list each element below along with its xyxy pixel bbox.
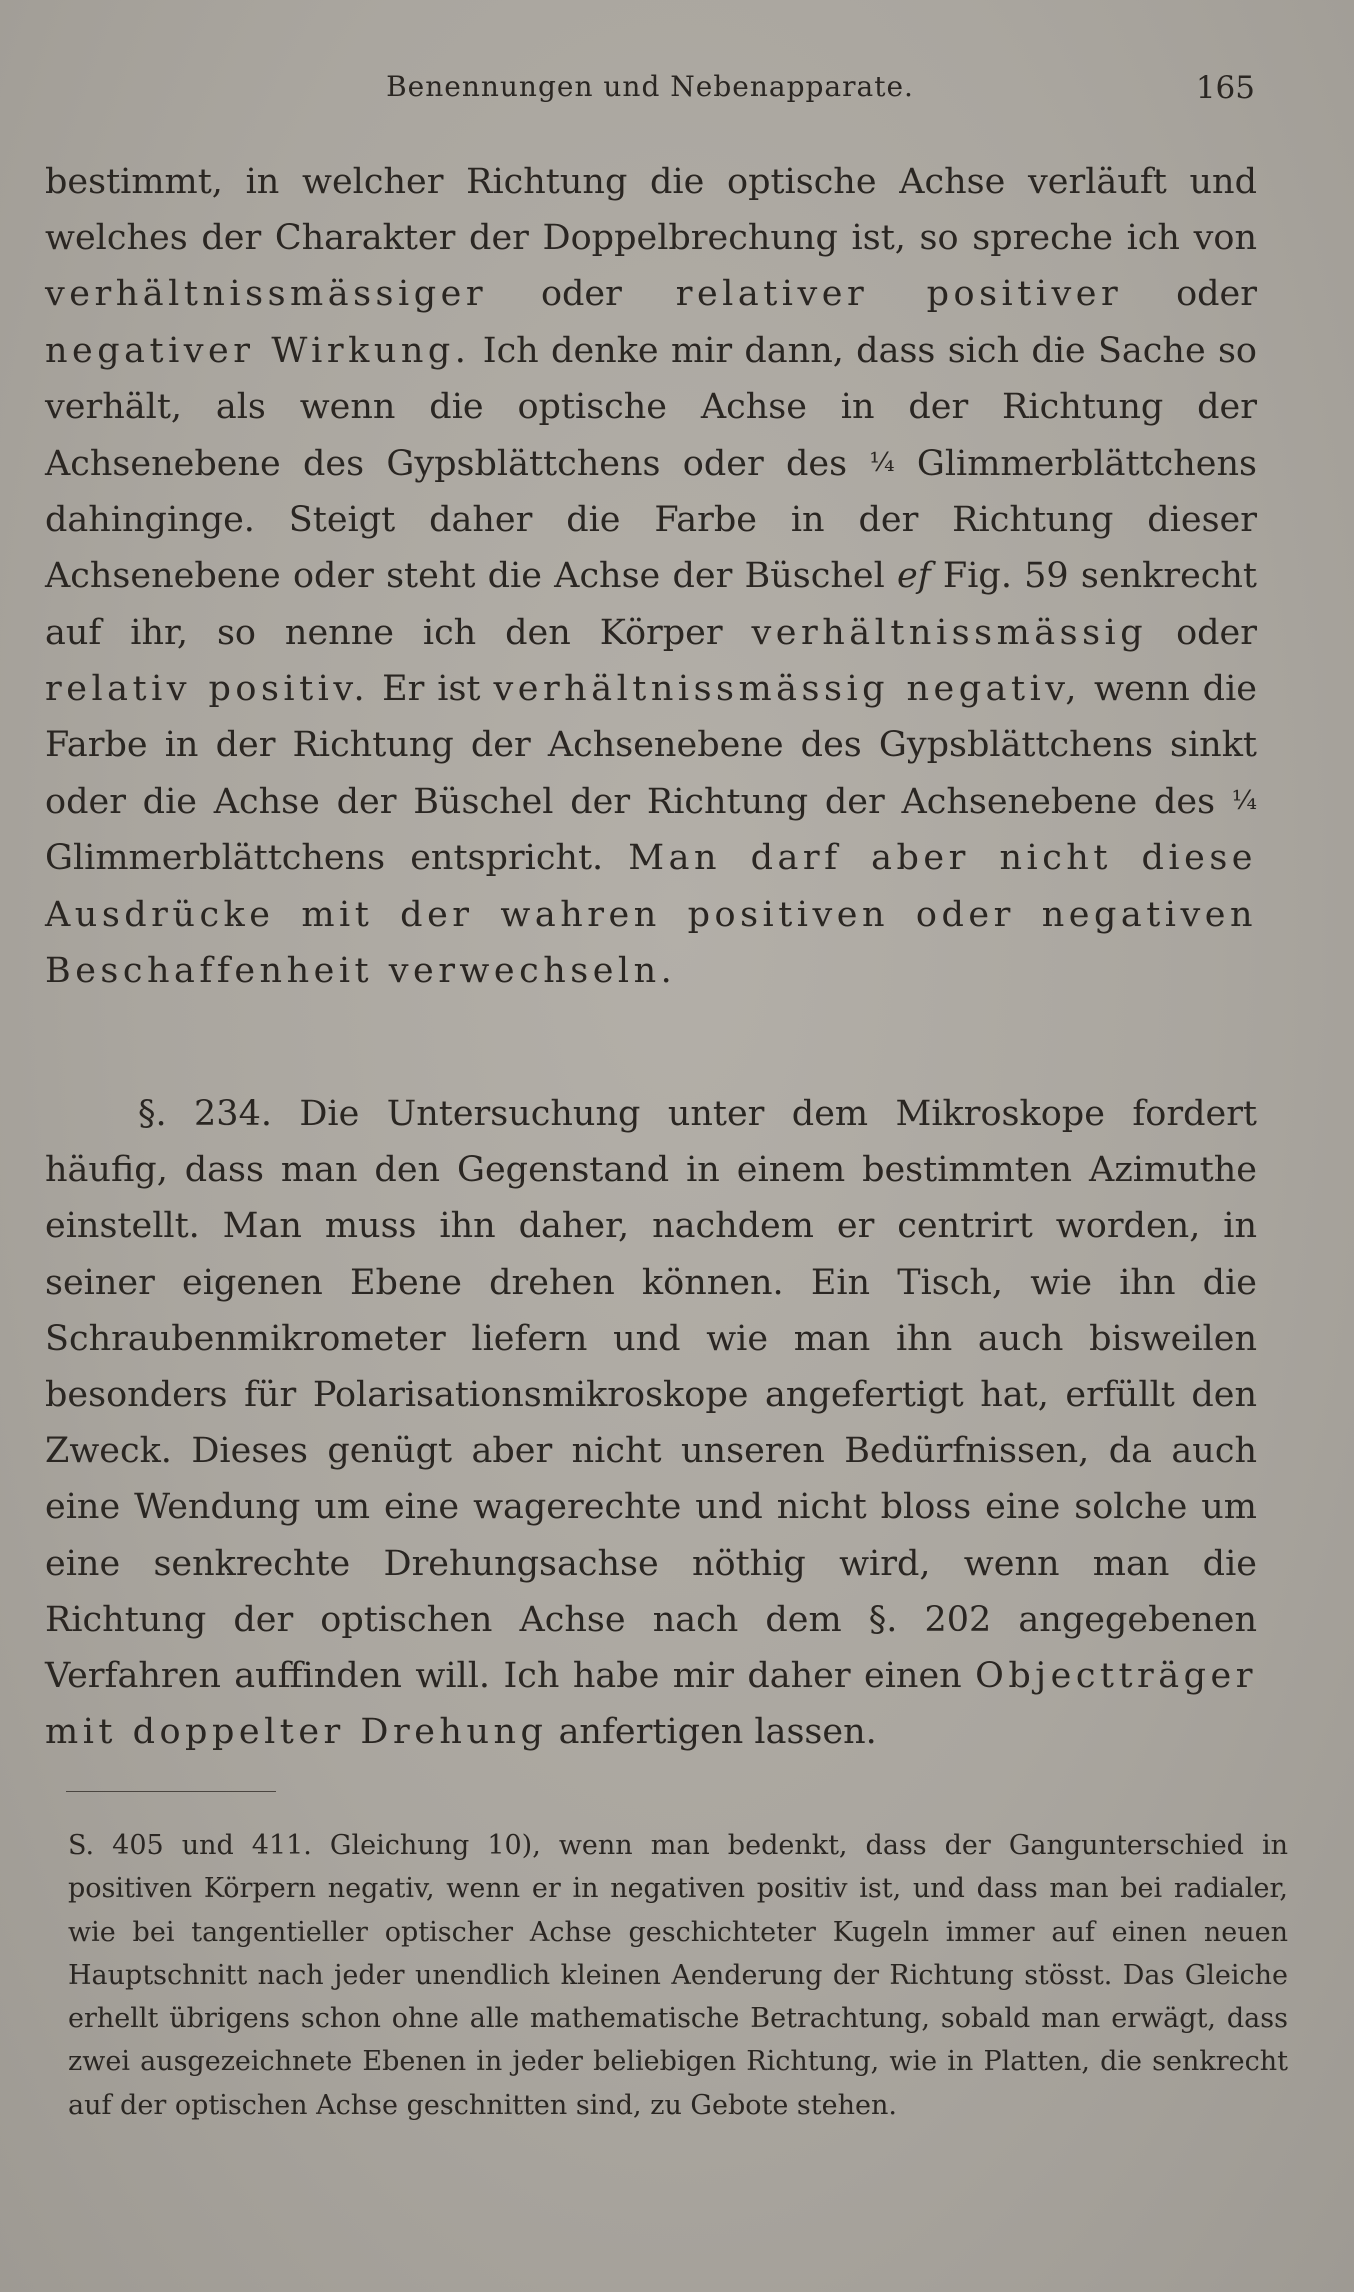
spaced-term: negativer Wirkung. (45, 330, 471, 371)
text-run: bestimmt, in welcher Richtung die optische Achse verläuft und welches der Charakter der Doppelbrechung ist, so spreche ich von (45, 162, 1257, 259)
fraction-quarter: ¼ (1231, 786, 1257, 817)
page-number: 165 (1195, 70, 1255, 106)
running-head: Benennungen und Nebenapparate. (386, 70, 914, 103)
text-run: anfertigen lassen. (547, 1712, 877, 1753)
text-run: Glimmerblättchens dahingingе. Steigt daher die Farbe in der Richtung dieser Achsenebene oder steht die Achse der Büschel (45, 444, 1258, 597)
text-run: Er ist (369, 668, 494, 709)
text-run: Fig. 59 senkrecht auf ihr, so nenne ich den Körper (45, 556, 1257, 653)
spaced-term: verhältnissmässig (751, 612, 1148, 653)
page-header (45, 70, 1255, 110)
spaced-term: verhältnissmässig negativ, (493, 668, 1082, 709)
text-run: wenn die Farbe in der Richtung der Achsenebene des Gypsblättchens sinkt oder die Achse der Büschel der Richtung der Achsenebene des (45, 668, 1257, 823)
paragraph-section-234 (45, 1086, 1257, 1760)
spaced-term: Objectträger mit doppelter Drehung (45, 1656, 1257, 1753)
spaced-term: relativ positiv. (45, 668, 370, 709)
text-run: oder (487, 274, 676, 315)
spaced-term: Man darf aber nicht diese Ausdrücke mit der wahren positiven oder negativen Beschaffenheit verwechseln. (45, 838, 1257, 991)
spaced-term: verhältnissmässiger (45, 274, 488, 315)
text-run: Ich denke mir dann, dass sich die Sache so verhält, als wenn die optische Achse in der Richtung der Achsenebene des Gypsblättchens oder des (45, 330, 1258, 485)
footnote: S. 405 und 411. Gleichung 10), wenn man bedenkt, dass der Gangunterschied in positiven Körpern negativ, wenn er in negativen positiv ist, und dass man bei radialer, wie bei tangentieller optischer Achse geschichteter Kugeln immer auf einen neuen Hauptschnitt nach jeder unendlich kleinen Aenderung der Richtung stösst. Das Gleiche erhellt übrigens schon ohne alle mathematische Betrachtung, sobald man erwägt, dass zwei ausgezeichnete Ebenen in jeder beliebigen Richtung, wie in Platten, die senkrecht auf der optischen Achse geschnitten sind, zu Gebote stehen. (68, 1830, 1288, 2121)
spaced-term: relativer positiver (675, 274, 1123, 315)
text-run: Glimmerblättchens entspricht. (45, 838, 629, 879)
paragraph-relative-effect (45, 154, 1257, 999)
text-run: §. 234. Die Untersuchung unter dem Mikroskope fordert häufig, dass man den Gegenstand in einem bestimmten Azimuthe einstellt. Man muss ihn daher, nachdem er centrirt worden, in seiner eigenen Ebene drehen können. Ein Tisch, wie ihn die Schraubenmikrometer liefern und wie man ihn auch bisweilen besonders für Polarisationsmikroskope angefertigt hat, erfüllt den Zweck. Dieses genügt aber nicht unseren Bedürfnissen, da auch eine Wendung um eine wagerechte und nicht bloss eine solche um eine senkrechte Drehungsachse nöthig wird, wenn man die Richtung der optischen Achse nach dem §. 202 angegebenen Verfahren auffinden will. Ich habe mir daher einen (45, 1094, 1257, 1697)
footnote-divider (66, 1791, 276, 1792)
text-run: oder (1122, 274, 1257, 315)
figure-label: ef (897, 556, 931, 597)
text-run: oder (1147, 612, 1258, 653)
fraction-quarter: ¼ (869, 448, 895, 479)
